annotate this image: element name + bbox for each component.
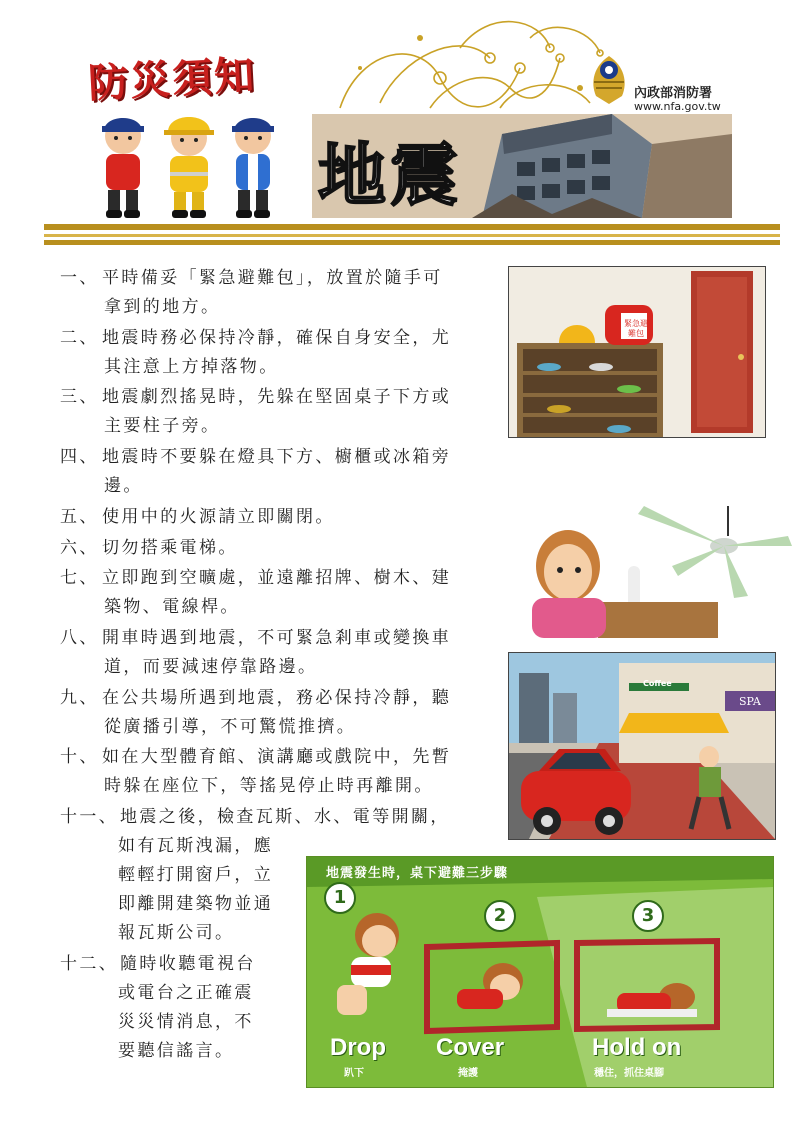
- gold-divider: [44, 222, 780, 248]
- coffee-sign: Coffee: [643, 679, 672, 688]
- tip-text-continued: 道，而要減速停靠路邊。: [104, 656, 318, 677]
- firefighter-mascot-blue: [222, 112, 284, 222]
- firefighter-mascot-red: [92, 112, 154, 222]
- tip-number: 三、: [60, 387, 99, 408]
- tip-text-continued: 邊。: [104, 476, 143, 497]
- tip-number: 一、: [60, 268, 99, 288]
- step-1-number: 1: [324, 882, 356, 914]
- illustration-falling-fan: [508, 506, 800, 638]
- tip-number: 九、: [60, 687, 99, 708]
- tip-text: 隨時收聽電視台: [120, 953, 256, 974]
- emergency-bag-label: 緊急避難包: [624, 319, 648, 338]
- tip-number: 二、: [60, 327, 99, 348]
- tip-number: 四、: [60, 447, 99, 468]
- tip-text: 切勿搭乘電梯。: [102, 537, 238, 558]
- tip-text-continued: 如有瓦斯洩漏，應: [118, 836, 274, 856]
- step-2-label: Cover: [436, 1034, 505, 1061]
- agency-url: www.nfa.gov.tw: [634, 100, 721, 113]
- tip-text: 如在大型體育館、演講廳或戲院中，先暫: [102, 747, 452, 768]
- tip-text-continued: 輕輕打開窗戶，立: [118, 865, 274, 885]
- step-2-subtitle: 掩護: [458, 1068, 478, 1079]
- tip-number: 七、: [60, 568, 99, 589]
- tip-text: 地震劇烈搖晃時，先躲在堅固桌子下方或: [102, 387, 452, 408]
- spa-sign: SPA: [739, 695, 761, 708]
- step-1-subtitle: 趴下: [344, 1068, 364, 1079]
- steps-title: 地震發生時，桌下避難三步驟: [326, 866, 509, 881]
- banner-title: 地震: [318, 136, 463, 216]
- tip-number: 八、: [60, 627, 99, 648]
- page-title: 防災須知: [87, 52, 258, 108]
- agency-name: 內政部消防署: [634, 86, 713, 101]
- tip-number: 五、: [60, 506, 99, 527]
- tip-text: 在公共場所遇到地震，務必保持冷靜，聽: [102, 687, 452, 708]
- tip-text: 地震之後，檢查瓦斯、水、電等開關，: [120, 807, 450, 827]
- tip-text-continued: 災災情消息，不: [118, 1011, 254, 1032]
- tip-text: 平時備妥「緊急避難包」，放置於隨手可: [102, 268, 443, 288]
- agency-emblem-icon: [586, 52, 632, 108]
- tip-text-continued: 即離開建築物並通: [118, 894, 274, 914]
- step-3-number: 3: [632, 900, 664, 932]
- tip-number: 十、: [60, 747, 99, 768]
- step-3-subtitle: 穩住，抓住桌腳: [594, 1068, 664, 1079]
- tip-text-continued: 從廣播引導，不可驚慌推擠。: [104, 716, 357, 737]
- tip-text: 使用中的火源請立即關閉。: [102, 506, 335, 527]
- illustration-shoe-shelf: [508, 266, 766, 438]
- tip-text-continued: 築物、電線桿。: [104, 597, 240, 618]
- step-3-label: Hold on: [592, 1034, 682, 1061]
- tip-number: 六、: [60, 537, 99, 558]
- step-1-label: Drop: [330, 1034, 386, 1061]
- tip-text: 地震時不要躲在燈具下方、櫥櫃或冰箱旁: [102, 447, 452, 468]
- tip-text-continued: 其注意上方掉落物。: [104, 356, 279, 377]
- tip-text-continued: 拿到的地方。: [104, 297, 221, 317]
- decorative-swirls: [300, 8, 630, 118]
- tip-text: 開車時遇到地震，不可緊急剎車或變換車: [102, 627, 452, 648]
- tip-text-continued: 要聽信謠言。: [118, 1040, 235, 1061]
- tip-number: 十二、: [60, 953, 119, 974]
- tip-number: 十一、: [60, 807, 119, 827]
- tip-text-continued: 或電台之正確震: [118, 982, 254, 1003]
- tip-text-continued: 報瓦斯公司。: [118, 923, 235, 943]
- illustration-street-car: [508, 652, 776, 840]
- firefighter-mascot-yellow: [158, 112, 220, 222]
- tip-text-continued: 時躲在座位下，等搖晃停止時再離開。: [104, 776, 434, 797]
- tip-text: 地震時務必保持冷靜，確保自身安全，尤: [102, 327, 452, 348]
- tip-text: 立即跑到空曠處，並遠離招牌、樹木、建: [102, 568, 452, 589]
- step-2-number: 2: [484, 900, 516, 932]
- tip-text-continued: 主要柱子旁。: [104, 416, 221, 437]
